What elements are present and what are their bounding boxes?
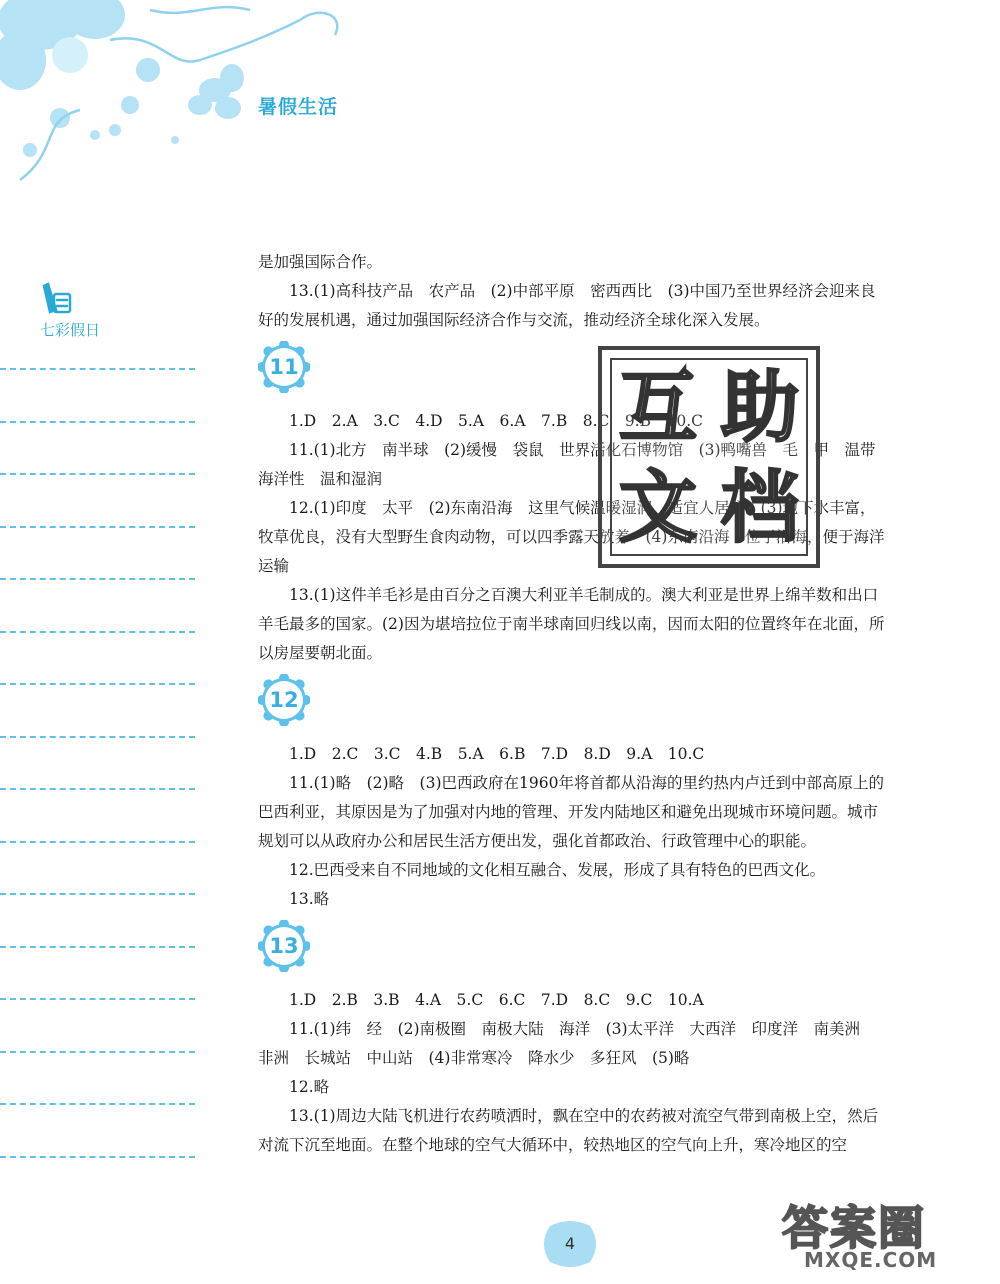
note-line bbox=[0, 578, 195, 580]
page-number bbox=[540, 1218, 600, 1270]
sidebar-label: 七彩假日 bbox=[40, 321, 101, 339]
header-title: 暑假生活 bbox=[258, 96, 339, 118]
answer-line: 1.D 2.C 3.C 4.B 5.A 6.B 7.D 8.D 9.A 10.C bbox=[289, 745, 705, 763]
answer-line: 13.(1)周边大陆飞机进行农药喷洒时，飘在空中的农药被对流空气带到南极上空，然后对流下沉至地面。在整个地球的空气大循环中，较热地区的空气向上升，寒冷地区的空 bbox=[258, 1107, 879, 1154]
note-line bbox=[0, 526, 195, 528]
stamp-char: 档 bbox=[720, 463, 799, 553]
note-line bbox=[0, 473, 195, 475]
answer-line: 1.D 2.B 3.B 4.A 5.C 6.C 7.D 8.C 9.C 10.A bbox=[289, 991, 704, 1009]
note-line bbox=[0, 893, 195, 895]
stamp-char: 文 bbox=[618, 463, 697, 553]
intro-answer-13: 13.(1)高科技产品 农产品 (2)中部平原 密西西比 (3)中国乃至世界经济会迎来良好的发展机遇，通过加强国际经济合作与交流，推动经济全球化深入发展。 bbox=[258, 282, 876, 329]
note-lines bbox=[0, 368, 195, 1208]
page-number-text: 4 bbox=[564, 1234, 576, 1253]
stamp-char: 互 bbox=[618, 363, 697, 453]
note-line bbox=[0, 683, 195, 685]
note-line bbox=[0, 946, 195, 948]
note-line bbox=[0, 998, 195, 1000]
answer-line: 12.略 bbox=[289, 1078, 330, 1096]
note-line bbox=[0, 421, 195, 423]
stamp-char: 助 bbox=[720, 363, 799, 453]
site-watermark bbox=[770, 1192, 990, 1282]
answer-line: 12.(1)印度 太平 (2)东南沿海 这里气候温暖湿润，适宜人居住 (3)地下水丰富，牧草优良，没有大型野生食肉动物，可以四季露天放养 (4)东南沿海 位于沿海，便于海洋运输 bbox=[258, 499, 885, 575]
note-line bbox=[0, 736, 195, 738]
note-line bbox=[0, 631, 195, 633]
intro-line: 是加强国际合作。 bbox=[258, 253, 383, 271]
answer-line: 12.巴西受来自不同地域的文化相互融合、发展，形成了具有特色的巴西文化。 bbox=[289, 861, 826, 879]
section-number: 13 bbox=[269, 934, 299, 958]
section-badge-13 bbox=[258, 920, 888, 978]
answer-line: 11.(1)纬 经 (2)南极圈 南极大陆 海洋 (3)太平洋 大西洋 印度洋 南美洲 非洲 长城站 中山站 (4)非常寒冷 降水少 多狂风 (5)略 bbox=[258, 1020, 876, 1067]
note-line bbox=[0, 1103, 195, 1105]
note-line bbox=[0, 1156, 195, 1158]
answer-line: 13.略 bbox=[289, 890, 330, 908]
note-line bbox=[0, 1051, 195, 1053]
watermark-url: MXQE.COM bbox=[804, 1248, 938, 1272]
answer-line: 11.(1)略 (2)略 (3)巴西政府在1960年将首都从沿海的里约热内卢迁到中部高原上的巴西利亚，其原因是为了加强对内地的管理、开发内陆地区和避免出现城市环境问题。城市规划可以从政府办公和居民生活方便出发，强化首都政治、行政管理中心的职能。 bbox=[258, 774, 884, 850]
answer-line: 11.(1)北方 南半球 (2)缓慢 袋鼠 世界活化石博物馆 (3)鸭嘴兽 毛 甲 温带海洋性 温和湿润 bbox=[258, 441, 876, 488]
watermark-main: 答案圈 bbox=[782, 1201, 926, 1255]
answer-line: 13.(1)这件羊毛衫是由百分之百澳大利亚羊毛制成的。澳大利亚是世界上绵羊数和出口羊毛最多的国家。(2)因为堪培拉位于南半球南回归线以南，因而太阳的位置终年在北面，所以房屋要朝北面。 bbox=[258, 586, 885, 662]
section-number: 12 bbox=[269, 688, 299, 712]
watermark-stamp bbox=[598, 346, 820, 568]
section-number: 11 bbox=[269, 355, 299, 379]
note-line bbox=[0, 788, 195, 790]
note-line bbox=[0, 841, 195, 843]
section-badge-12 bbox=[258, 674, 888, 732]
answer-line: 1.D 2.A 3.C 4.D 5.A 6.A 7.B 8.C 9.B 10.C bbox=[289, 412, 704, 430]
note-line bbox=[0, 368, 195, 370]
